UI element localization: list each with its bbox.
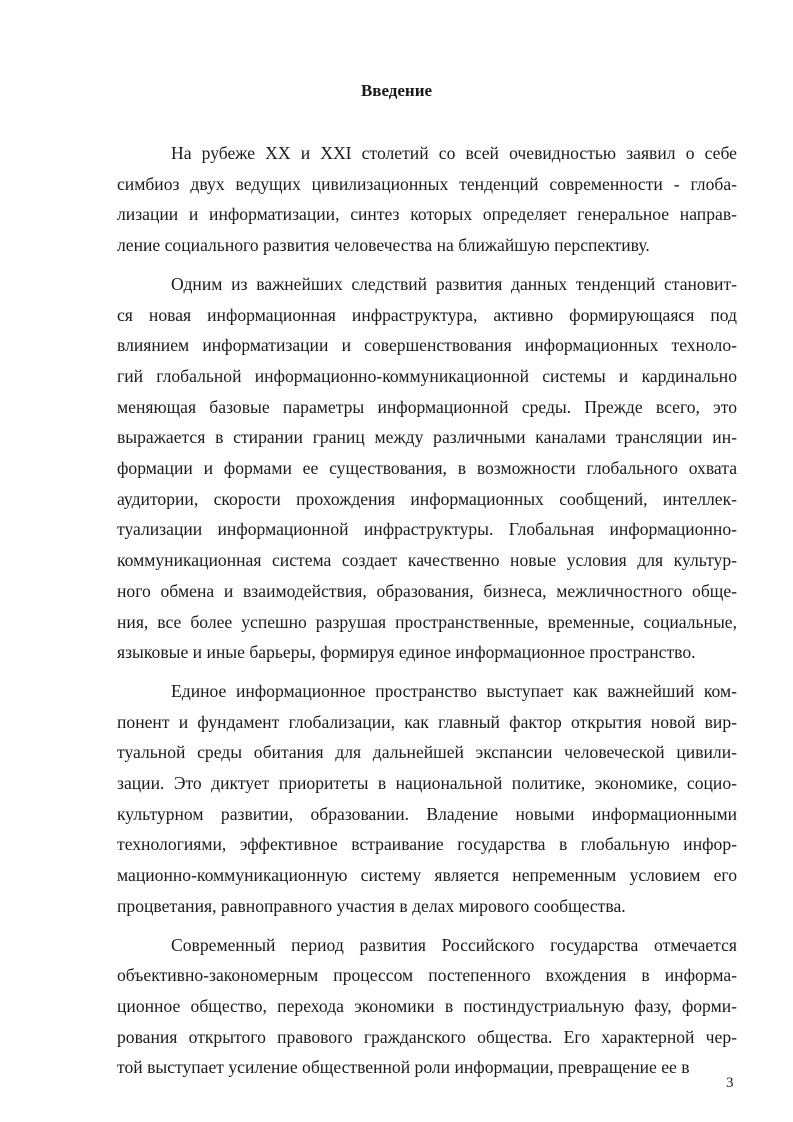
text-line: рования открытого правового гражданского общества. Его характерной чер- (117, 1026, 737, 1047)
page-title: Введение (360, 81, 433, 100)
text-line: Единое информационное пространство выступает как важнейший ком- (171, 680, 737, 701)
text-line: формации и формами ее существования, в возможности глобального охвата (117, 458, 737, 479)
text-line: технологиями, эффективное встраивание государства в глобальную инфор- (117, 834, 737, 855)
text-line: влиянием информатизации и совершенствования информационных техноло- (117, 335, 737, 356)
paragraph (117, 138, 737, 261)
text-line: На рубеже XX и XXI столетий со всей очевидностью заявил о себе (171, 143, 737, 163)
text-line: Одним из важнейших следствий развития данных тенденций становит- (171, 273, 737, 294)
text-line: ление социального развития человечества на ближайшую перспективу. (117, 235, 650, 256)
text-line: туальной среды обитания для дальнейшей экспансии человеческой цивили- (117, 742, 737, 763)
text-line: ся новая информационная инфраструктура, активно формирующаяся под (117, 304, 737, 325)
text-line: аудитории, скорости прохождения информационных сообщений, интеллек- (117, 488, 737, 509)
text-line: ного обмена и взаимодействия, образования, бизнеса, межличностного обще- (117, 580, 737, 601)
text-line: ционное общество, перехода экономики в постиндустриальную фазу, форми- (117, 995, 737, 1016)
text-line: гий глобальной информационно-коммуникационной системы и кардинально (117, 365, 737, 386)
text-line: выражается в стирании границ между различными каналами трансляции ин- (117, 427, 737, 448)
text-line: коммуникационная система создает качественно новые условия для культур- (117, 550, 737, 571)
text-line: Современный период развития Российского государства отмечается (171, 934, 737, 955)
text-line: ния, все более успешно разрушая пространственные, временные, социальные, (117, 611, 737, 632)
page-number: 3 (726, 1075, 734, 1091)
text-line: туализации информационной инфраструктуры. Глобальная информационно- (117, 519, 737, 540)
text-line: зации. Это диктует приоритеты в национальной политике, экономике, социо- (117, 773, 737, 794)
document-body (117, 138, 737, 1091)
text-line: процветания, равноправного участия в делах мирового сообщества. (117, 895, 626, 916)
text-line: той выступает усиление общественной роли информации, превращение ее в (117, 1057, 690, 1078)
text-line: симбиоз двух ведущих цивилизационных тенденций современности - глоба- (117, 173, 737, 194)
text-line: лизации и информатизации, синтез которых определяет генеральное направ- (117, 204, 737, 225)
text-line: языковые и иные барьеры, формируя единое информационное пространство. (117, 642, 696, 663)
text-line: объективно-закономерным процессом постепенного вхождения в информа- (117, 965, 737, 986)
paragraph (117, 269, 737, 668)
paragraph (117, 676, 737, 922)
paragraph (117, 930, 737, 1084)
text-line: понент и фундамент глобализации, как главный фактор открытия новой вир- (117, 711, 737, 732)
text-line: меняющая базовые параметры информационной среды. Прежде всего, это (117, 396, 737, 417)
text-line: мационно-коммуникационную систему является непременным условием его (117, 865, 737, 886)
text-line: культурном развитии, образовании. Владение новыми информационными (117, 803, 737, 824)
